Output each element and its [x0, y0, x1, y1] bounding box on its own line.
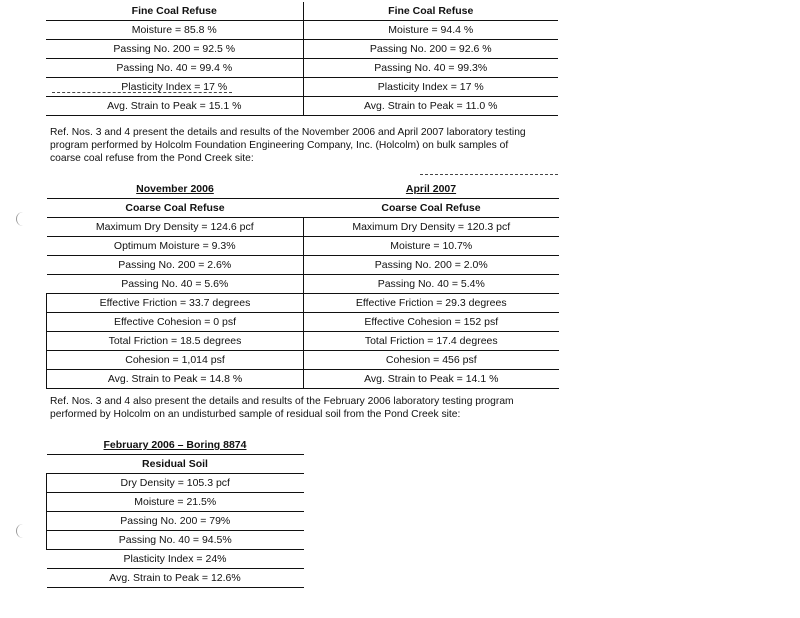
table-cell: Fine Coal Refuse: [303, 2, 558, 21]
table-cell: Passing No. 40 = 99.4 %: [46, 59, 303, 78]
table-row: [47, 512, 304, 531]
scan-mark: [16, 524, 27, 538]
table-cell: Residual Soil: [47, 455, 304, 474]
table-cell: Passing No. 40 = 99.3%: [303, 59, 558, 78]
table-cell: Cohesion = 1,014 psf: [47, 351, 304, 370]
table-cell: Avg. Strain to Peak = 14.8 %: [47, 370, 304, 389]
table-cell: Plasticity Index = 17 %: [303, 78, 558, 97]
table-cell: Moisture = 94.4 %: [303, 21, 558, 40]
table-cell: Total Friction = 18.5 degrees: [47, 332, 304, 351]
table-row: [47, 313, 559, 332]
table-cell: Maximum Dry Density = 120.3 pcf: [304, 218, 559, 237]
table-row: [47, 569, 304, 588]
table-cell: Avg. Strain to Peak = 15.1 %: [46, 97, 303, 116]
table-row: [46, 78, 558, 97]
table-row: [46, 97, 558, 116]
table-cell: Plasticity Index = 24%: [47, 550, 304, 569]
table-cell: Effective Cohesion = 0 psf: [47, 313, 304, 332]
table-heading-row: [47, 436, 304, 455]
table-row: [47, 294, 559, 313]
table-cell: Dry Density = 105.3 pcf: [47, 474, 304, 493]
table-cell: Passing No. 40 = 94.5%: [47, 531, 304, 550]
table-row: [46, 21, 558, 40]
table-row: [47, 493, 304, 512]
residual-soil-table: [46, 436, 304, 588]
table-heading: April 2007: [304, 180, 559, 199]
table-cell: Moisture = 85.8 %: [46, 21, 303, 40]
table-cell: Effective Friction = 29.3 degrees: [304, 294, 559, 313]
table-heading: February 2006 – Boring 8874: [47, 436, 304, 455]
table-cell: Total Friction = 17.4 degrees: [304, 332, 559, 351]
table-cell: Passing No. 40 = 5.6%: [47, 275, 304, 294]
table-cell: Avg. Strain to Peak = 12.6%: [47, 569, 304, 588]
paragraph-line: coarse coal refuse from the Pond Creek site:: [50, 153, 254, 164]
table-cell: Moisture = 10.7%: [304, 237, 559, 256]
table-cell: Passing No. 200 = 79%: [47, 512, 304, 531]
table-cell: Plasticity Index = 17 %: [46, 78, 303, 97]
paragraph-line: performed by Holcolm on an undisturbed sample of residual soil from the Pond Creek site:: [50, 409, 461, 420]
table-row: [47, 275, 559, 294]
paragraph-line: Ref. Nos. 3 and 4 also present the details and results of the February 2006 laboratory testing program: [50, 396, 514, 407]
table-cell: Effective Friction = 33.7 degrees: [47, 294, 304, 313]
table-heading: November 2006: [47, 180, 304, 199]
table-row: [46, 40, 558, 59]
table-cell: Coarse Coal Refuse: [47, 199, 304, 218]
scan-line: [52, 92, 232, 93]
paragraph-residual-soil-intro: [50, 395, 578, 421]
table-cell: Passing No. 200 = 2.0%: [304, 256, 559, 275]
table-cell: Moisture = 21.5%: [47, 493, 304, 512]
paragraph-coarse-coal-intro: [50, 126, 578, 165]
table-row: [47, 455, 304, 474]
table-row: [46, 59, 558, 78]
scan-line: [420, 174, 558, 175]
table-cell: Optimum Moisture = 9.3%: [47, 237, 304, 256]
table-cell: Maximum Dry Density = 124.6 pcf: [47, 218, 304, 237]
paragraph-line: Ref. Nos. 3 and 4 present the details and results of the November 2006 and April 2007 laboratory testing: [50, 127, 526, 138]
table-row: [47, 474, 304, 493]
table-cell: Passing No. 200 = 92.6 %: [303, 40, 558, 59]
table-cell: Cohesion = 456 psf: [304, 351, 559, 370]
table-cell: Passing No. 200 = 2.6%: [47, 256, 304, 275]
table-cell: Fine Coal Refuse: [46, 2, 303, 21]
table-heading-row: [47, 180, 559, 199]
scan-mark: [16, 212, 27, 226]
table-row: [47, 550, 304, 569]
table-row: [47, 370, 559, 389]
table-row: [47, 531, 304, 550]
table-cell: Coarse Coal Refuse: [304, 199, 559, 218]
table-cell: Avg. Strain to Peak = 11.0 %: [303, 97, 558, 116]
table-row: [47, 256, 559, 275]
table-row: [47, 218, 559, 237]
coarse-coal-refuse-table: [46, 180, 559, 389]
table-cell: Passing No. 40 = 5.4%: [304, 275, 559, 294]
table-row: [47, 237, 559, 256]
paragraph-line: program performed by Holcolm Foundation Engineering Company, Inc. (Holcolm) on bulk samples of: [50, 140, 509, 151]
table-row: [47, 351, 559, 370]
fine-coal-refuse-table: [46, 2, 558, 116]
table-cell: Effective Cohesion = 152 psf: [304, 313, 559, 332]
table-cell: Passing No. 200 = 92.5 %: [46, 40, 303, 59]
table-row: [47, 199, 559, 218]
table-row: [46, 2, 558, 21]
table-row: [47, 332, 559, 351]
table-cell: Avg. Strain to Peak = 14.1 %: [304, 370, 559, 389]
